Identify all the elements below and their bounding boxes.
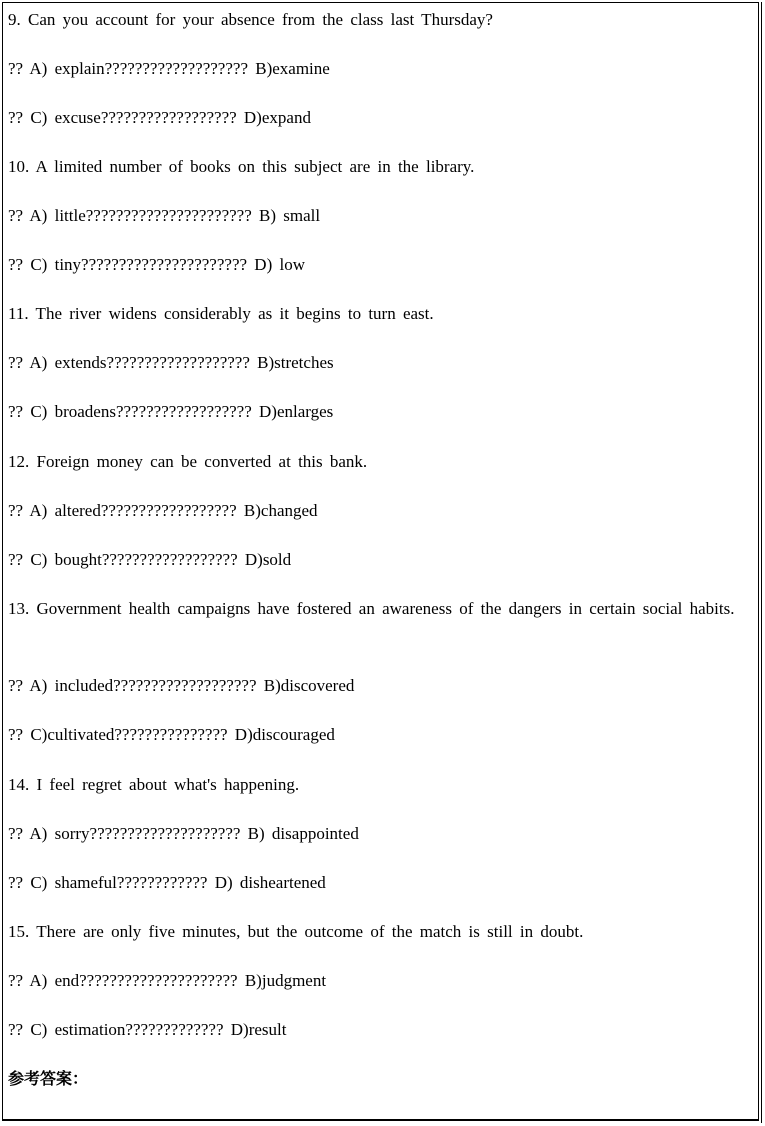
question-14-options-cd: ?? C) shameful???????????? D) disheartened bbox=[8, 873, 326, 892]
question-15-options-ab: ?? A) end????????????????????? B)judgment bbox=[8, 971, 327, 990]
question-12-options-cd: ?? C) bought?????????????????? D)sold bbox=[8, 550, 292, 569]
question-11-options-ab: ?? A) extends??????????????????? B)stretches bbox=[8, 353, 334, 372]
question-10-options-cd: ?? C) tiny?????????????????????? D) low bbox=[8, 255, 305, 274]
question-13-options-cd: ?? C)cultivated??????????????? D)discouraged bbox=[8, 725, 335, 744]
question-15-stem: 15. There are only five minutes, but the outcome of the match is still in doubt. bbox=[8, 922, 584, 941]
question-15-options-cd: ?? C) estimation????????????? D)result bbox=[8, 1020, 287, 1039]
question-11-options-cd: ?? C) broadens?????????????????? D)enlarges bbox=[8, 402, 334, 421]
question-9-stem: 9. Can you account for your absence from the class last Thursday? bbox=[8, 10, 493, 29]
question-10-options-ab: ?? A) little?????????????????????? B) small bbox=[8, 206, 321, 225]
question-13-stem: 13. Government health campaigns have fostered an awareness of the dangers in certain social habits. bbox=[8, 599, 735, 618]
question-13-options-ab: ?? A) included??????????????????? B)discovered bbox=[8, 676, 355, 695]
question-10-stem: 10. A limited number of books on this subject are in the library. bbox=[8, 157, 475, 176]
question-11-stem: 11. The river widens considerably as it begins to turn east. bbox=[8, 304, 434, 323]
answer-key-heading: 参考答案： bbox=[8, 1069, 89, 1088]
question-14-stem: 14. I feel regret about what's happening. bbox=[8, 775, 300, 794]
question-9-options-ab: ?? A) explain??????????????????? B)examine bbox=[8, 59, 330, 78]
question-9-options-cd: ?? C) excuse?????????????????? D)expand bbox=[8, 108, 311, 127]
question-14-options-ab: ?? A) sorry???????????????????? B) disappointed bbox=[8, 824, 359, 843]
question-12-options-ab: ?? A) altered?????????????????? B)changed bbox=[8, 501, 318, 520]
question-12-stem: 12. Foreign money can be converted at this bank. bbox=[8, 452, 368, 471]
